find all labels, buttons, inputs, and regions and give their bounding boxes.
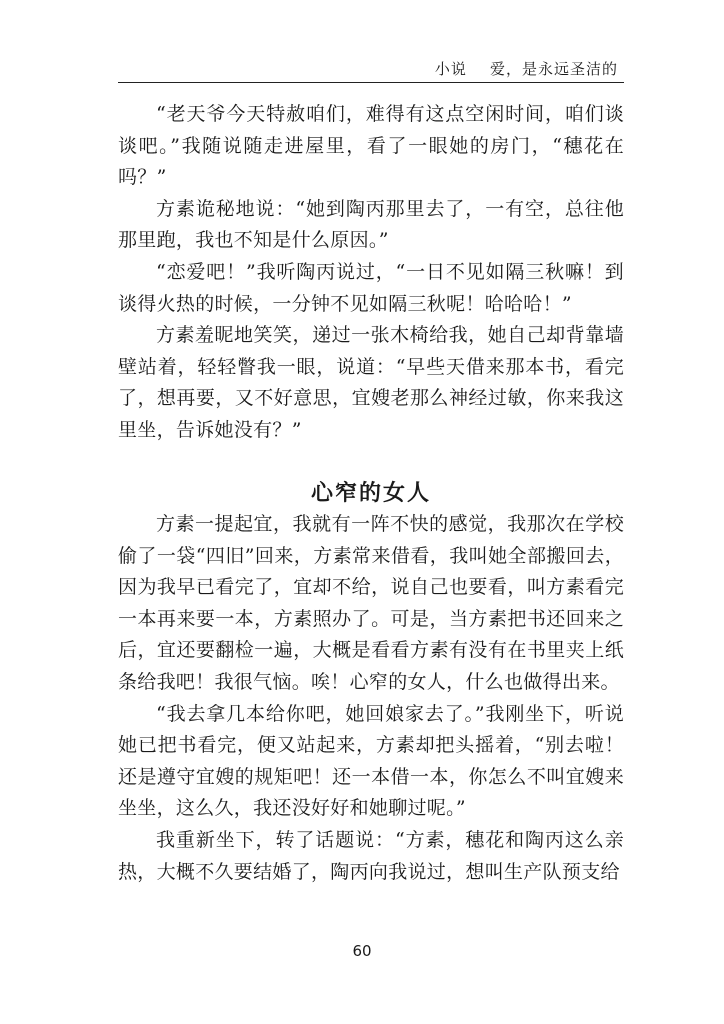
header-divider [118, 82, 624, 83]
paragraph: 方素一提起宜，我就有一阵不快的感觉，我那次在学校偷了一袋“四旧”回来，方素常来借看，我叫她全部搬回去，因为我早已看完了，宜却不给，说自己也要看，叫方素看完一本再来要一本，方素照办了。可是，当方素把书还回来之后，宜还要翻检一遍，大概是看看方素有没有在书里夹上纸条给我吧！我很气恼。唉！心窄的女人，什么也做得出来。 [118, 513, 624, 693]
header-text: 小说 爱，是永远圣洁的 [434, 60, 618, 78]
paragraph: “我去拿几本给你吧，她回娘家去了。”我刚坐下，听说她已把书看完，便又站起来，方素却把头摇着，“别去啦！还是遵守宜嫂的规矩吧！还一本借一本，你怎么不叫宜嫂来坐坐，这么久，我还没好好和她聊过呢。” [118, 702, 624, 820]
section-title: 心窄的女人 [310, 481, 431, 506]
section-1-body [118, 99, 624, 447]
paragraph: 方素诡秘地说：“她到陶丙那里去了，一有空，总往他那里跑，我也不知是什么原因。” [118, 197, 624, 252]
paragraph: 我重新坐下，转了话题说：“方素，穗花和陶丙这么亲热，大概不久要结婚了，陶丙向我说过，想叫生产队预支给 [118, 828, 624, 883]
paragraph: 方素羞昵地笑笑，递过一张木椅给我，她自己却背靠墙壁站着，轻轻瞥我一眼，说道：“早些天借来那本书，看完了，想再要，又不好意思，宜嫂老那么神经过敏，你来我这里坐，告诉她没有？” [118, 324, 624, 441]
section-2-body [118, 509, 624, 888]
running-header [118, 58, 624, 82]
page-number: 60 [352, 942, 372, 960]
paragraph: “恋爱吧！”我听陶丙说过，“一日不见如隔三秋嘛！到谈得火热的时候，一分钟不见如隔三秋呢！哈哈哈！” [118, 260, 624, 315]
paragraph: “老天爷今天特赦咱们，难得有这点空闲时间，咱们谈谈吧。”我随说随走进屋里，看了一眼她的房门，“穗花在吗？” [118, 103, 624, 189]
